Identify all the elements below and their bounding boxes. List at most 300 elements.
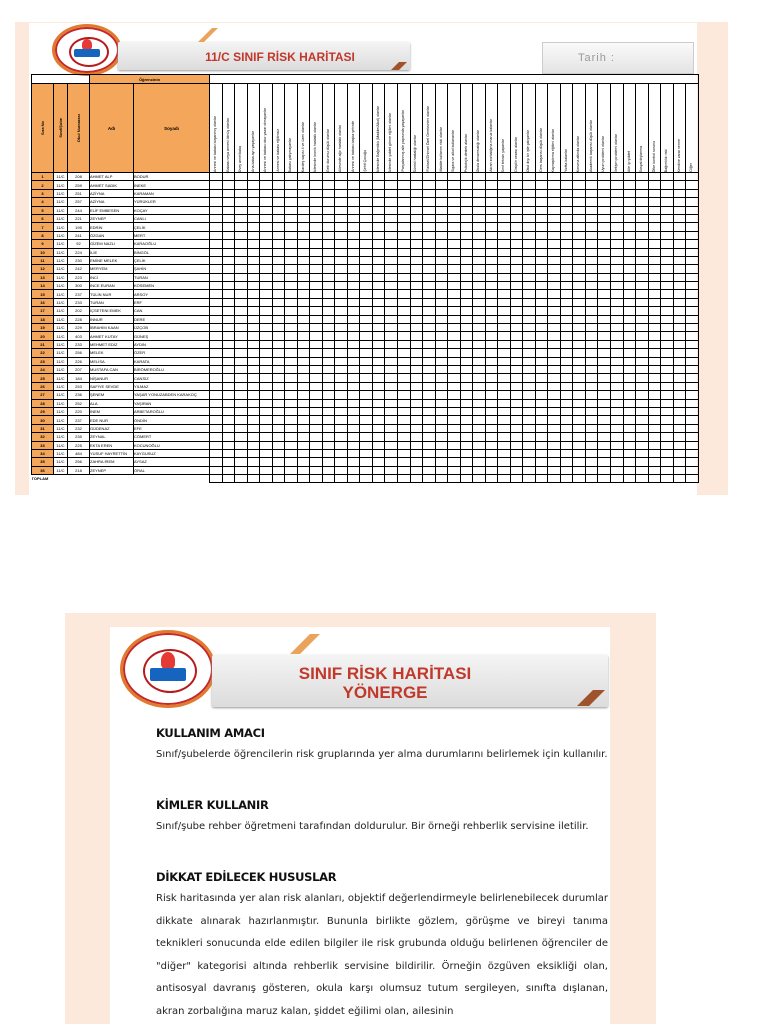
risk-cell[interactable]	[310, 265, 323, 273]
risk-cell[interactable]	[360, 248, 373, 256]
risk-cell[interactable]	[485, 214, 498, 222]
risk-cell[interactable]	[573, 181, 586, 189]
risk-cell[interactable]	[460, 198, 473, 206]
risk-cell[interactable]	[535, 206, 548, 214]
risk-cell[interactable]	[310, 340, 323, 348]
risk-cell[interactable]	[347, 441, 360, 449]
risk-cell[interactable]	[485, 198, 498, 206]
risk-cell[interactable]	[385, 449, 398, 457]
risk-cell[interactable]	[260, 223, 273, 231]
risk-cell[interactable]	[611, 198, 624, 206]
risk-cell[interactable]	[372, 265, 385, 273]
risk-cell[interactable]	[598, 357, 611, 365]
risk-cell[interactable]	[423, 256, 436, 264]
risk-cell[interactable]	[611, 173, 624, 181]
risk-cell[interactable]	[661, 206, 674, 214]
risk-cell[interactable]	[460, 298, 473, 306]
risk-cell[interactable]	[636, 416, 649, 424]
risk-cell[interactable]	[297, 231, 310, 239]
risk-cell[interactable]	[410, 206, 423, 214]
risk-cell[interactable]	[372, 324, 385, 332]
risk-cell[interactable]	[423, 298, 436, 306]
risk-cell[interactable]	[560, 466, 573, 474]
risk-cell[interactable]	[498, 282, 511, 290]
risk-cell[interactable]	[510, 391, 523, 399]
risk-cell[interactable]	[523, 357, 536, 365]
risk-cell[interactable]	[485, 382, 498, 390]
risk-cell[interactable]	[535, 214, 548, 222]
risk-cell[interactable]	[247, 466, 260, 474]
risk-cell[interactable]	[460, 181, 473, 189]
risk-cell[interactable]	[523, 307, 536, 315]
risk-cell[interactable]	[535, 374, 548, 382]
risk-cell[interactable]	[360, 315, 373, 323]
risk-cell[interactable]	[485, 206, 498, 214]
risk-cell[interactable]	[285, 231, 298, 239]
risk-cell[interactable]	[686, 214, 699, 222]
risk-cell[interactable]	[611, 189, 624, 197]
risk-cell[interactable]	[260, 282, 273, 290]
risk-cell[interactable]	[523, 449, 536, 457]
risk-cell[interactable]	[498, 441, 511, 449]
risk-cell[interactable]	[285, 265, 298, 273]
risk-cell[interactable]	[548, 340, 561, 348]
risk-cell[interactable]	[410, 340, 423, 348]
risk-cell[interactable]	[360, 424, 373, 432]
risk-cell[interactable]	[460, 407, 473, 415]
risk-cell[interactable]	[385, 206, 398, 214]
risk-cell[interactable]	[247, 441, 260, 449]
risk-cell[interactable]	[247, 290, 260, 298]
risk-cell[interactable]	[636, 240, 649, 248]
risk-cell[interactable]	[648, 240, 661, 248]
risk-cell[interactable]	[297, 433, 310, 441]
risk-cell[interactable]	[260, 357, 273, 365]
risk-cell[interactable]	[435, 298, 448, 306]
risk-cell[interactable]	[648, 449, 661, 457]
risk-cell[interactable]	[347, 407, 360, 415]
risk-cell[interactable]	[235, 424, 248, 432]
risk-cell[interactable]	[385, 391, 398, 399]
risk-cell[interactable]	[222, 290, 235, 298]
risk-cell[interactable]	[611, 273, 624, 281]
risk-cell[interactable]	[385, 433, 398, 441]
risk-cell[interactable]	[372, 349, 385, 357]
risk-cell[interactable]	[247, 340, 260, 348]
risk-cell[interactable]	[636, 189, 649, 197]
risk-cell[interactable]	[510, 173, 523, 181]
risk-cell[interactable]	[397, 206, 410, 214]
risk-cell[interactable]	[410, 324, 423, 332]
risk-cell[interactable]	[322, 231, 335, 239]
risk-cell[interactable]	[473, 173, 486, 181]
risk-cell[interactable]	[235, 189, 248, 197]
risk-cell[interactable]	[560, 407, 573, 415]
risk-cell[interactable]	[347, 290, 360, 298]
risk-cell[interactable]	[247, 332, 260, 340]
risk-cell[interactable]	[673, 307, 686, 315]
risk-cell[interactable]	[611, 382, 624, 390]
risk-cell[interactable]	[222, 214, 235, 222]
risk-cell[interactable]	[673, 449, 686, 457]
risk-cell[interactable]	[372, 198, 385, 206]
risk-cell[interactable]	[372, 206, 385, 214]
risk-cell[interactable]	[435, 433, 448, 441]
risk-cell[interactable]	[360, 298, 373, 306]
risk-cell[interactable]	[585, 240, 598, 248]
risk-cell[interactable]	[585, 181, 598, 189]
risk-cell[interactable]	[310, 365, 323, 373]
risk-cell[interactable]	[347, 173, 360, 181]
risk-cell[interactable]	[310, 248, 323, 256]
risk-cell[interactable]	[210, 382, 223, 390]
risk-cell[interactable]	[473, 433, 486, 441]
risk-cell[interactable]	[272, 290, 285, 298]
risk-cell[interactable]	[460, 340, 473, 348]
risk-cell[interactable]	[260, 298, 273, 306]
risk-cell[interactable]	[548, 256, 561, 264]
risk-cell[interactable]	[335, 441, 348, 449]
risk-cell[interactable]	[448, 382, 461, 390]
risk-cell[interactable]	[423, 181, 436, 189]
risk-cell[interactable]	[535, 433, 548, 441]
risk-cell[interactable]	[322, 315, 335, 323]
risk-cell[interactable]	[523, 332, 536, 340]
risk-cell[interactable]	[285, 332, 298, 340]
risk-cell[interactable]	[385, 416, 398, 424]
risk-cell[interactable]	[435, 290, 448, 298]
risk-cell[interactable]	[247, 374, 260, 382]
risk-cell[interactable]	[498, 349, 511, 357]
risk-cell[interactable]	[210, 374, 223, 382]
risk-cell[interactable]	[235, 449, 248, 457]
risk-cell[interactable]	[260, 374, 273, 382]
risk-cell[interactable]	[435, 441, 448, 449]
risk-cell[interactable]	[372, 424, 385, 432]
risk-cell[interactable]	[535, 357, 548, 365]
risk-cell[interactable]	[297, 173, 310, 181]
risk-cell[interactable]	[335, 433, 348, 441]
risk-cell[interactable]	[560, 365, 573, 373]
risk-cell[interactable]	[498, 416, 511, 424]
risk-cell[interactable]	[410, 449, 423, 457]
risk-cell[interactable]	[636, 173, 649, 181]
risk-cell[interactable]	[360, 332, 373, 340]
risk-cell[interactable]	[222, 357, 235, 365]
risk-cell[interactable]	[548, 248, 561, 256]
risk-cell[interactable]	[310, 256, 323, 264]
risk-cell[interactable]	[648, 458, 661, 466]
risk-cell[interactable]	[548, 324, 561, 332]
risk-cell[interactable]	[272, 256, 285, 264]
risk-cell[interactable]	[673, 248, 686, 256]
risk-cell[interactable]	[322, 382, 335, 390]
risk-cell[interactable]	[460, 223, 473, 231]
risk-cell[interactable]	[548, 466, 561, 474]
risk-cell[interactable]	[473, 273, 486, 281]
risk-cell[interactable]	[548, 181, 561, 189]
risk-cell[interactable]	[423, 265, 436, 273]
risk-cell[interactable]	[598, 206, 611, 214]
risk-cell[interactable]	[322, 256, 335, 264]
risk-cell[interactable]	[347, 416, 360, 424]
risk-cell[interactable]	[335, 391, 348, 399]
risk-cell[interactable]	[648, 315, 661, 323]
risk-cell[interactable]	[598, 223, 611, 231]
risk-cell[interactable]	[210, 231, 223, 239]
risk-cell[interactable]	[510, 449, 523, 457]
risk-cell[interactable]	[297, 458, 310, 466]
risk-cell[interactable]	[322, 407, 335, 415]
risk-cell[interactable]	[611, 407, 624, 415]
risk-cell[interactable]	[485, 181, 498, 189]
risk-cell[interactable]	[498, 173, 511, 181]
risk-cell[interactable]	[448, 173, 461, 181]
risk-cell[interactable]	[535, 231, 548, 239]
risk-cell[interactable]	[485, 173, 498, 181]
risk-cell[interactable]	[397, 399, 410, 407]
risk-cell[interactable]	[510, 332, 523, 340]
risk-cell[interactable]	[598, 198, 611, 206]
risk-cell[interactable]	[673, 206, 686, 214]
risk-cell[interactable]	[611, 223, 624, 231]
risk-cell[interactable]	[661, 340, 674, 348]
risk-cell[interactable]	[322, 181, 335, 189]
risk-cell[interactable]	[410, 441, 423, 449]
risk-cell[interactable]	[423, 248, 436, 256]
risk-cell[interactable]	[235, 240, 248, 248]
risk-cell[interactable]	[297, 315, 310, 323]
risk-cell[interactable]	[397, 441, 410, 449]
risk-cell[interactable]	[498, 449, 511, 457]
risk-cell[interactable]	[535, 466, 548, 474]
risk-cell[interactable]	[648, 223, 661, 231]
risk-cell[interactable]	[573, 416, 586, 424]
risk-cell[interactable]	[535, 441, 548, 449]
risk-cell[interactable]	[448, 441, 461, 449]
risk-cell[interactable]	[385, 240, 398, 248]
risk-cell[interactable]	[648, 391, 661, 399]
risk-cell[interactable]	[285, 198, 298, 206]
risk-cell[interactable]	[510, 189, 523, 197]
risk-cell[interactable]	[686, 223, 699, 231]
risk-cell[interactable]	[598, 441, 611, 449]
risk-cell[interactable]	[498, 298, 511, 306]
risk-cell[interactable]	[297, 441, 310, 449]
risk-cell[interactable]	[285, 248, 298, 256]
risk-cell[interactable]	[272, 466, 285, 474]
risk-cell[interactable]	[611, 399, 624, 407]
risk-cell[interactable]	[435, 382, 448, 390]
risk-cell[interactable]	[360, 206, 373, 214]
risk-cell[interactable]	[297, 206, 310, 214]
risk-cell[interactable]	[448, 458, 461, 466]
risk-cell[interactable]	[210, 273, 223, 281]
risk-cell[interactable]	[673, 441, 686, 449]
risk-cell[interactable]	[247, 424, 260, 432]
risk-cell[interactable]	[611, 441, 624, 449]
risk-cell[interactable]	[397, 282, 410, 290]
risk-cell[interactable]	[636, 433, 649, 441]
risk-cell[interactable]	[611, 214, 624, 222]
risk-cell[interactable]	[560, 206, 573, 214]
risk-cell[interactable]	[548, 391, 561, 399]
risk-cell[interactable]	[272, 416, 285, 424]
risk-cell[interactable]	[573, 449, 586, 457]
risk-cell[interactable]	[285, 214, 298, 222]
risk-cell[interactable]	[636, 307, 649, 315]
risk-cell[interactable]	[648, 248, 661, 256]
risk-cell[interactable]	[510, 424, 523, 432]
risk-cell[interactable]	[322, 449, 335, 457]
risk-cell[interactable]	[623, 324, 636, 332]
risk-cell[interactable]	[473, 365, 486, 373]
risk-cell[interactable]	[210, 433, 223, 441]
risk-cell[interactable]	[510, 458, 523, 466]
risk-cell[interactable]	[360, 449, 373, 457]
risk-cell[interactable]	[310, 173, 323, 181]
risk-cell[interactable]	[510, 290, 523, 298]
risk-cell[interactable]	[310, 315, 323, 323]
risk-cell[interactable]	[235, 181, 248, 189]
risk-cell[interactable]	[247, 449, 260, 457]
risk-cell[interactable]	[661, 214, 674, 222]
risk-cell[interactable]	[498, 407, 511, 415]
risk-cell[interactable]	[297, 256, 310, 264]
risk-cell[interactable]	[372, 441, 385, 449]
risk-cell[interactable]	[598, 349, 611, 357]
risk-cell[interactable]	[247, 198, 260, 206]
risk-cell[interactable]	[548, 424, 561, 432]
risk-cell[interactable]	[460, 365, 473, 373]
risk-cell[interactable]	[473, 231, 486, 239]
risk-cell[interactable]	[310, 223, 323, 231]
risk-cell[interactable]	[222, 458, 235, 466]
risk-cell[interactable]	[648, 189, 661, 197]
risk-cell[interactable]	[285, 441, 298, 449]
risk-cell[interactable]	[485, 290, 498, 298]
risk-cell[interactable]	[247, 173, 260, 181]
risk-cell[interactable]	[360, 256, 373, 264]
risk-cell[interactable]	[260, 265, 273, 273]
risk-cell[interactable]	[548, 198, 561, 206]
risk-cell[interactable]	[636, 315, 649, 323]
risk-cell[interactable]	[260, 256, 273, 264]
risk-cell[interactable]	[360, 349, 373, 357]
risk-cell[interactable]	[335, 357, 348, 365]
risk-cell[interactable]	[523, 206, 536, 214]
risk-cell[interactable]	[523, 324, 536, 332]
risk-cell[interactable]	[360, 357, 373, 365]
risk-cell[interactable]	[210, 290, 223, 298]
risk-cell[interactable]	[360, 181, 373, 189]
risk-cell[interactable]	[410, 349, 423, 357]
risk-cell[interactable]	[372, 240, 385, 248]
risk-cell[interactable]	[385, 307, 398, 315]
risk-cell[interactable]	[585, 441, 598, 449]
risk-cell[interactable]	[385, 332, 398, 340]
risk-cell[interactable]	[372, 223, 385, 231]
risk-cell[interactable]	[360, 273, 373, 281]
risk-cell[interactable]	[397, 298, 410, 306]
risk-cell[interactable]	[210, 416, 223, 424]
risk-cell[interactable]	[473, 357, 486, 365]
risk-cell[interactable]	[485, 332, 498, 340]
risk-cell[interactable]	[285, 189, 298, 197]
risk-cell[interactable]	[548, 206, 561, 214]
risk-cell[interactable]	[360, 265, 373, 273]
risk-cell[interactable]	[523, 265, 536, 273]
risk-cell[interactable]	[247, 231, 260, 239]
risk-cell[interactable]	[560, 340, 573, 348]
risk-cell[interactable]	[285, 399, 298, 407]
risk-cell[interactable]	[210, 189, 223, 197]
risk-cell[interactable]	[585, 256, 598, 264]
risk-cell[interactable]	[585, 307, 598, 315]
risk-cell[interactable]	[598, 307, 611, 315]
risk-cell[interactable]	[673, 399, 686, 407]
risk-cell[interactable]	[498, 357, 511, 365]
risk-cell[interactable]	[523, 282, 536, 290]
risk-cell[interactable]	[498, 458, 511, 466]
risk-cell[interactable]	[385, 458, 398, 466]
risk-cell[interactable]	[498, 340, 511, 348]
risk-cell[interactable]	[448, 433, 461, 441]
risk-cell[interactable]	[485, 441, 498, 449]
risk-cell[interactable]	[623, 173, 636, 181]
risk-cell[interactable]	[423, 315, 436, 323]
risk-cell[interactable]	[310, 399, 323, 407]
risk-cell[interactable]	[611, 466, 624, 474]
risk-cell[interactable]	[410, 223, 423, 231]
risk-cell[interactable]	[560, 273, 573, 281]
risk-cell[interactable]	[473, 256, 486, 264]
risk-cell[interactable]	[648, 206, 661, 214]
risk-cell[interactable]	[510, 349, 523, 357]
risk-cell[interactable]	[673, 391, 686, 399]
risk-cell[interactable]	[673, 416, 686, 424]
risk-cell[interactable]	[598, 365, 611, 373]
risk-cell[interactable]	[448, 315, 461, 323]
risk-cell[interactable]	[297, 282, 310, 290]
risk-cell[interactable]	[247, 324, 260, 332]
risk-cell[interactable]	[410, 265, 423, 273]
risk-cell[interactable]	[222, 399, 235, 407]
risk-cell[interactable]	[661, 173, 674, 181]
risk-cell[interactable]	[297, 391, 310, 399]
risk-cell[interactable]	[235, 265, 248, 273]
risk-cell[interactable]	[460, 315, 473, 323]
risk-cell[interactable]	[347, 449, 360, 457]
risk-cell[interactable]	[335, 416, 348, 424]
risk-cell[interactable]	[310, 424, 323, 432]
risk-cell[interactable]	[535, 458, 548, 466]
risk-cell[interactable]	[510, 407, 523, 415]
risk-cell[interactable]	[410, 214, 423, 222]
risk-cell[interactable]	[611, 282, 624, 290]
risk-cell[interactable]	[535, 340, 548, 348]
risk-cell[interactable]	[498, 240, 511, 248]
risk-cell[interactable]	[573, 231, 586, 239]
risk-cell[interactable]	[372, 189, 385, 197]
risk-cell[interactable]	[648, 173, 661, 181]
risk-cell[interactable]	[598, 214, 611, 222]
risk-cell[interactable]	[235, 349, 248, 357]
risk-cell[interactable]	[673, 466, 686, 474]
risk-cell[interactable]	[222, 181, 235, 189]
risk-cell[interactable]	[636, 458, 649, 466]
risk-cell[interactable]	[686, 206, 699, 214]
